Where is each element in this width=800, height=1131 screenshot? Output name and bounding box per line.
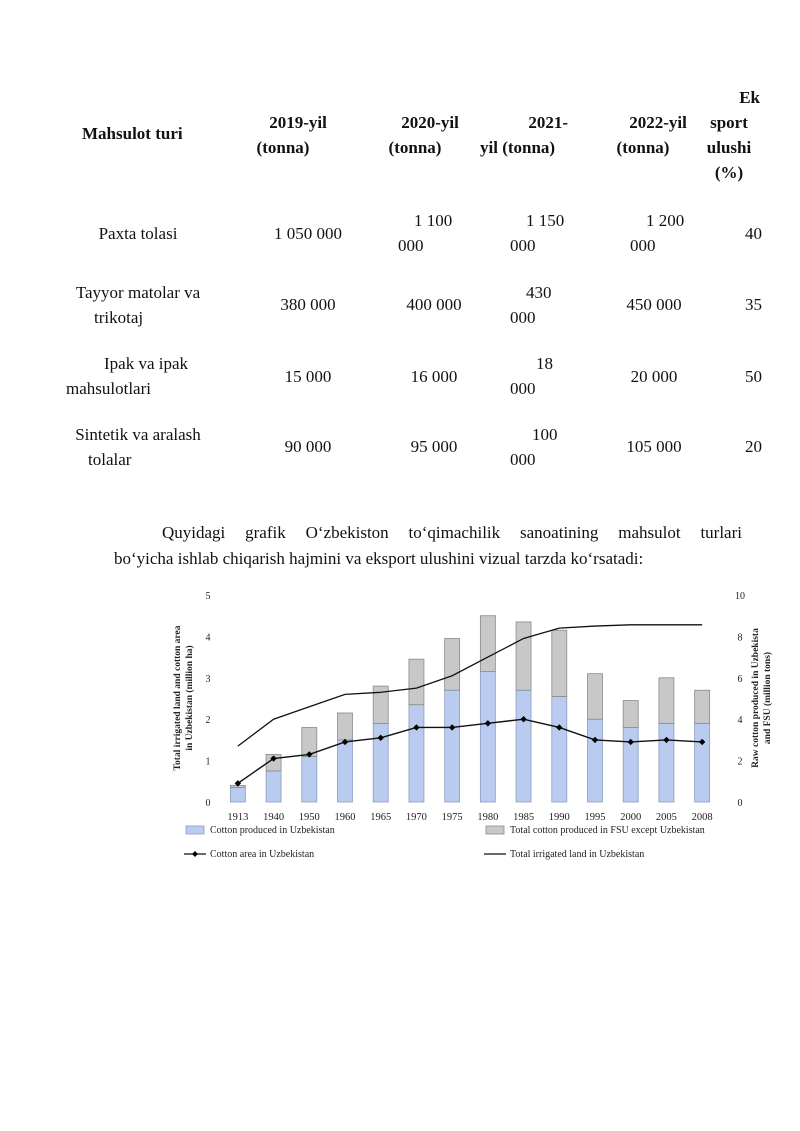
row1-product-line1: Paxta tolasi bbox=[98, 224, 178, 243]
row3-2022-value: 20 000 bbox=[630, 367, 678, 386]
row1-2020-line1: 1 100 bbox=[414, 211, 453, 230]
x-tick-label: 1940 bbox=[263, 812, 285, 823]
left-tick-label: 3 bbox=[205, 673, 211, 685]
bar-uzbekistan bbox=[409, 705, 424, 802]
row1-export-value: 40 bbox=[745, 224, 762, 243]
header-2019-line2: (tonna) bbox=[256, 138, 310, 157]
row3-2020-value: 16 000 bbox=[410, 367, 458, 386]
header-2021 bbox=[480, 110, 580, 160]
row3-2020 bbox=[374, 364, 494, 389]
bar-uzbekistan bbox=[659, 723, 674, 802]
right-axis-title: Raw cotton produced in Uzbekista bbox=[751, 628, 761, 768]
row3-export bbox=[718, 364, 762, 389]
legend-label: Total irrigated land in Uzbekistan bbox=[510, 849, 645, 860]
paragraph-line1-wrap bbox=[114, 520, 742, 546]
legend-label: Total cotton produced in FSU except Uzbekistan bbox=[510, 825, 705, 836]
cotton-chart-svg bbox=[160, 580, 780, 880]
x-tick-label: 1913 bbox=[227, 812, 249, 823]
row4-2019 bbox=[248, 434, 368, 459]
left-tick-label: 4 bbox=[205, 632, 211, 644]
left-axis-title: in Uzbekistan (million ha) bbox=[185, 645, 195, 751]
row3-product-line1: Ipak va ipak bbox=[103, 354, 189, 373]
bar-fsu-except-uzbekistan bbox=[516, 622, 531, 690]
row1-2019-value: 1 050 000 bbox=[274, 224, 342, 243]
bar-uzbekistan bbox=[266, 771, 281, 802]
cotton-chart bbox=[160, 580, 780, 880]
x-tick-label: 1985 bbox=[513, 812, 535, 823]
bar-uzbekistan bbox=[588, 719, 603, 802]
x-tick-label: 1970 bbox=[405, 812, 427, 823]
left-axis-title: Total irrigated land and cotton area bbox=[173, 625, 183, 771]
row4-2020 bbox=[374, 434, 494, 459]
row2-product-line1: Tayyor matolar va bbox=[75, 283, 201, 302]
bar-uzbekistan bbox=[302, 756, 317, 802]
header-2020-line2: (tonna) bbox=[388, 138, 442, 157]
row3-2022 bbox=[594, 364, 714, 389]
right-tick-label: 0 bbox=[737, 798, 743, 809]
row2-2021-line1: 430 bbox=[526, 283, 552, 302]
left-tick-label: 2 bbox=[205, 715, 211, 727]
description-paragraph bbox=[114, 520, 742, 572]
row2-2022 bbox=[594, 292, 714, 317]
row2-export bbox=[718, 292, 762, 317]
row1-2020 bbox=[398, 208, 478, 258]
bar-fsu-except-uzbekistan bbox=[623, 701, 638, 728]
right-tick-label: 10 bbox=[735, 591, 745, 602]
row1-2022-line1: 1 200 bbox=[646, 211, 685, 230]
right-tick-label: 2 bbox=[737, 756, 743, 768]
header-export bbox=[698, 85, 760, 185]
legend-swatch bbox=[186, 826, 204, 834]
left-tick-label: 5 bbox=[205, 591, 211, 602]
header-2022-line2: (tonna) bbox=[616, 138, 670, 157]
row1-2021 bbox=[510, 208, 590, 258]
x-tick-label: 1975 bbox=[441, 812, 463, 823]
x-tick-label: 1950 bbox=[298, 812, 320, 823]
header-export-line3: ulushi bbox=[706, 138, 752, 157]
legend-marker bbox=[192, 851, 198, 857]
row1-2022-line2: 000 bbox=[630, 236, 656, 255]
row2-2022-value: 450 000 bbox=[626, 295, 682, 314]
bar-uzbekistan bbox=[623, 727, 638, 802]
right-axis-title: and FSU (million tons) bbox=[763, 651, 773, 745]
row4-product bbox=[58, 422, 218, 472]
x-tick-label: 2000 bbox=[620, 812, 642, 823]
row4-2021-line1: 100 bbox=[532, 425, 558, 444]
row1-product bbox=[58, 221, 218, 246]
x-tick-label: 1980 bbox=[477, 812, 499, 823]
x-tick-label: 2005 bbox=[655, 812, 677, 823]
right-tick-label: 6 bbox=[737, 673, 743, 685]
bar-uzbekistan bbox=[338, 740, 353, 802]
header-2022-line1: 2022-yil bbox=[629, 113, 687, 132]
row2-product bbox=[58, 280, 218, 330]
x-tick-label: 2008 bbox=[691, 812, 713, 823]
row2-2019 bbox=[248, 292, 368, 317]
left-tick-label: 0 bbox=[205, 798, 211, 809]
row4-export bbox=[718, 434, 762, 459]
bar-fsu-except-uzbekistan bbox=[659, 678, 674, 724]
header-2020 bbox=[370, 110, 490, 160]
row3-2019-value: 15 000 bbox=[284, 367, 332, 386]
row1-2019 bbox=[248, 221, 368, 246]
paragraph-line1: Quyidagi grafik Oʻzbekiston toʻqimachilik sanoatining mahsulot turlari bbox=[162, 523, 742, 542]
row2-2020 bbox=[374, 292, 494, 317]
x-tick-label: 1995 bbox=[584, 812, 606, 823]
row2-2019-value: 380 000 bbox=[280, 295, 336, 314]
header-product-label: Mahsulot turi bbox=[82, 124, 183, 143]
header-2020-line1: 2020-yil bbox=[401, 113, 459, 132]
row1-2022 bbox=[630, 208, 710, 258]
row3-2021 bbox=[510, 351, 590, 401]
bar-uzbekistan bbox=[552, 696, 567, 802]
bar-fsu-except-uzbekistan bbox=[480, 616, 495, 672]
row4-2021-line2: 000 bbox=[510, 450, 536, 469]
x-tick-label: 1990 bbox=[548, 812, 570, 823]
row1-export bbox=[718, 221, 762, 246]
bar-fsu-except-uzbekistan bbox=[695, 690, 710, 723]
right-tick-label: 4 bbox=[737, 715, 743, 727]
row1-2021-line2: 000 bbox=[510, 236, 536, 255]
bar-fsu-except-uzbekistan bbox=[445, 638, 460, 690]
row2-product-line2: trikotaj bbox=[94, 308, 144, 327]
bar-uzbekistan bbox=[480, 672, 495, 802]
x-tick-label: 1960 bbox=[334, 812, 356, 823]
row3-export-value: 50 bbox=[745, 367, 762, 386]
legend-swatch bbox=[486, 826, 504, 834]
row3-2019 bbox=[248, 364, 368, 389]
bar-uzbekistan bbox=[445, 690, 460, 802]
header-export-line2: sport bbox=[710, 113, 748, 132]
row1-2021-line1: 1 150 bbox=[526, 211, 565, 230]
header-export-line4: (%) bbox=[714, 163, 744, 182]
header-export-line1: Ek bbox=[739, 88, 760, 107]
row3-product bbox=[58, 351, 218, 401]
bar-fsu-except-uzbekistan bbox=[338, 713, 353, 740]
row4-export-value: 20 bbox=[745, 437, 762, 456]
row4-2021 bbox=[510, 422, 590, 472]
bar-fsu-except-uzbekistan bbox=[409, 659, 424, 705]
legend-label: Cotton produced in Uzbekistan bbox=[210, 825, 335, 836]
row3-2021-line1: 18 bbox=[536, 354, 553, 373]
bar-uzbekistan bbox=[695, 723, 710, 802]
row2-export-value: 35 bbox=[745, 295, 762, 314]
left-tick-label: 1 bbox=[205, 756, 211, 768]
bar-uzbekistan bbox=[516, 690, 531, 802]
row1-2020-line2: 000 bbox=[398, 236, 424, 255]
x-tick-label: 1965 bbox=[370, 812, 392, 823]
row3-product-line2: mahsulotlari bbox=[66, 379, 151, 398]
bar-fsu-except-uzbekistan bbox=[552, 630, 567, 696]
bar-fsu-except-uzbekistan bbox=[588, 674, 603, 720]
header-2019-line1: 2019-yil bbox=[269, 113, 327, 132]
header-2021-line1: 2021- bbox=[528, 113, 568, 132]
row4-2019-value: 90 000 bbox=[284, 437, 332, 456]
row2-2021-line2: 000 bbox=[510, 308, 536, 327]
row4-2020-value: 95 000 bbox=[410, 437, 458, 456]
row3-2021-line2: 000 bbox=[510, 379, 536, 398]
row4-product-line2: tolalar bbox=[88, 450, 132, 469]
bar-uzbekistan bbox=[230, 788, 245, 802]
paragraph-line2: boʻyicha ishlab chiqarish hajmini va eksport ulushini vizual tarzda koʻrsatadi: bbox=[114, 549, 644, 568]
row4-product-line1: Sintetik va aralash bbox=[75, 425, 201, 444]
row2-2020-value: 400 000 bbox=[406, 295, 462, 314]
legend-label: Cotton area in Uzbekistan bbox=[210, 849, 315, 860]
right-tick-label: 8 bbox=[737, 632, 743, 644]
header-product bbox=[82, 121, 183, 146]
header-2021-line2: yil (tonna) bbox=[480, 138, 556, 157]
row2-2021 bbox=[510, 280, 590, 330]
row4-2022 bbox=[594, 434, 714, 459]
row4-2022-value: 105 000 bbox=[626, 437, 682, 456]
